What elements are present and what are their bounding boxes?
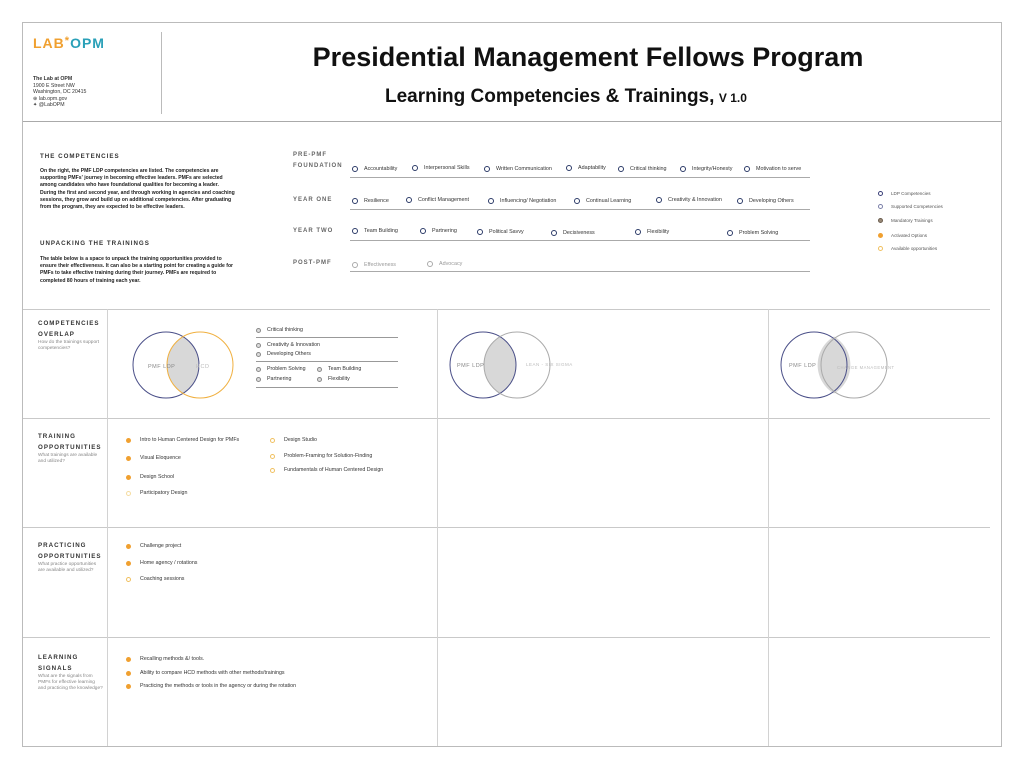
competency-conflict-management: Conflict Management: [406, 197, 469, 203]
row-rule: [350, 177, 810, 178]
venn-change: [770, 320, 920, 410]
address-block: The Lab at OPM 1900 E Street NW Washington, DC 20415 ⊕ lab.opm.gov ✦ @LabOPM: [33, 76, 87, 109]
globe-icon: ⊕: [33, 95, 39, 102]
legend-activated: Activated Options: [878, 233, 927, 238]
row-rule: [350, 240, 810, 241]
venn-lean-right-label: LEAN - SIX SIGMA: [526, 362, 573, 367]
grid-rule: [23, 637, 990, 638]
competencies-heading: THE COMPETENCIES: [40, 153, 120, 160]
website-link[interactable]: lab.opm.gov: [38, 95, 68, 102]
row-label-year-one: YEAR ONE: [293, 197, 333, 203]
header-divider: [161, 32, 162, 114]
row-label-year-two: YEAR TWO: [293, 228, 334, 234]
competency-motivation: Motivation to serve: [744, 166, 801, 172]
row-header-signals: LEARNING SIGNALS What are the signals from PMFs for effective learning and practicing the knowledge?: [38, 654, 103, 691]
competency-creativity: Creativity & Innovation: [656, 197, 722, 203]
row-header-overlap: COMPETENCIES OVERLAP How do the trainings support competencies?: [38, 320, 100, 351]
grid-rule: [23, 527, 990, 528]
overlap-partnering: Partnering: [256, 376, 291, 382]
practice-coaching: Coaching sessions: [126, 576, 184, 582]
overlap-developing-others: Developing Others: [256, 351, 311, 357]
grid-rule: [23, 418, 990, 419]
competency-integrity: Integrity/Honesty: [680, 166, 732, 172]
competency-effectiveness: Effectiveness: [352, 262, 396, 268]
competency-accountability: Accountability: [352, 166, 397, 172]
legend-available: Available opportunities: [878, 246, 937, 251]
legend-supported: Supported Competencies: [878, 204, 943, 209]
row-label-foundation: FOUNDATION: [293, 163, 343, 169]
training-visual-eloquence: Visual Eloquence: [126, 455, 181, 461]
competency-adaptability: Adaptability: [566, 165, 606, 171]
overlap-problem-solving: Problem Solving: [256, 366, 306, 372]
row-label-pre-pmf: PRE-PMF: [293, 152, 327, 158]
venn-hcd: [108, 320, 258, 410]
competency-continual-learning: Continual Learning: [574, 198, 631, 204]
training-design-studio: Design Studio: [270, 437, 317, 443]
twitter-icon: ✦: [33, 102, 39, 109]
row-header-training: TRAINING OPPORTUNITIES What trainings are available and utilized?: [38, 433, 102, 464]
lab-opm-logo: LAB*OPM: [33, 35, 105, 51]
row-header-practicing: PRACTICING OPPORTUNITIES What practice opportunities are available and utilized?: [38, 542, 102, 573]
competency-flexibility: Flexibility: [635, 229, 669, 235]
venn-hcd-left-label: PMF LDP: [148, 364, 176, 370]
competency-written-communication: Written Communication: [484, 166, 552, 172]
overlap-rule: [256, 387, 398, 388]
venn-lean-left-label: PMF LDP: [457, 363, 485, 369]
training-intro-hcd: Intro to Human Centered Design for PMFs: [126, 437, 239, 443]
legend-ldp: LDP Competencies: [878, 191, 931, 196]
version-label: V 1.0: [718, 91, 747, 105]
page-subtitle: Learning Competencies & Trainings, V 1.0: [385, 86, 747, 107]
twitter-link[interactable]: @LabOPM: [38, 102, 65, 109]
competency-resilience: Resilience: [352, 198, 389, 204]
signal-compare: Ability to compare HCD methods with other methods/trainings: [126, 670, 285, 676]
competency-advocacy: Advocacy: [427, 261, 462, 267]
venn-hcd-right-label: HCD: [196, 364, 210, 370]
overlap-rule: [256, 337, 398, 338]
overlap-flexibility: Flexibility: [317, 376, 350, 382]
trainings-text: The table below is a space to unpack the training opportunities provided to ensure their effectiveness. It can also be a starting point for creating a guide for PMFs to take effective training during their journey. PMFs are required to completed 80 hours of training each year.: [40, 256, 234, 284]
practice-challenge-project: Challenge project: [126, 543, 181, 549]
competency-developing-others: Developing Others: [737, 198, 794, 204]
grid-col-rule: [437, 309, 438, 746]
competencies-text: On the right, the PMF LDP competencies are listed. The competencies are supporting PMFs' journey in becoming effective leaders. PMFs are selected among candidates who have foundational qualities for becoming a leader. During the first and second year, and through working in agencies and coaching sessions, they grow and build up on additional competencies. After graduating from the program, they are expected to be effective leaders.: [40, 168, 235, 211]
competency-decisiveness: Decisiveness: [551, 230, 595, 236]
practice-home-agency: Home agency / rotations: [126, 560, 197, 566]
grid-col-rule: [768, 309, 769, 746]
row-rule: [350, 271, 810, 272]
overlap-rule: [256, 361, 398, 362]
signal-practicing: Practicing the methods or tools in the agency or during the rotation: [126, 683, 296, 689]
training-problem-framing: Problem-Framing for Solution-Finding: [270, 453, 372, 459]
training-fundamentals-hcd: Fundamentals of Human Centered Design: [270, 467, 383, 473]
signal-recalling: Recalling methods &/ tools.: [126, 656, 204, 662]
competency-interpersonal-skills: Interpersonal Skills: [412, 165, 470, 171]
page-title: Presidential Management Fellows Program: [312, 42, 864, 72]
competency-influencing: Influencing/ Negotiation: [488, 198, 556, 204]
competency-partnering: Partnering: [420, 228, 457, 234]
trainings-heading: UNPACKING THE TRAININGS: [40, 240, 150, 247]
competency-critical-thinking: Critical thinking: [618, 166, 667, 172]
competency-political-savvy: Political Savvy: [477, 229, 524, 235]
venn-change-left-label: PMF LDP: [789, 363, 817, 369]
grid-rule: [23, 309, 990, 310]
header-bottom-rule: [23, 121, 1001, 122]
overlap-creativity: Creativity & Innovation: [256, 342, 320, 348]
venn-lean-overlap: [484, 337, 517, 394]
legend-mandatory: Mandatory Trainings: [878, 218, 933, 223]
venn-change-right-label: CHANGE MANAGEMENT: [837, 365, 895, 370]
row-label-post-pmf: POST-PMF: [293, 260, 332, 266]
row-rule: [350, 209, 810, 210]
venn-lean: [440, 320, 590, 410]
competency-team-building: Team Building: [352, 228, 398, 234]
overlap-critical-thinking: Critical thinking: [256, 327, 303, 333]
training-design-school: Design School: [126, 474, 174, 480]
overlap-team-building: Team Building: [317, 366, 361, 372]
competency-problem-solving: Problem Solving: [727, 230, 778, 236]
training-participatory-design: Participatory Design: [126, 490, 187, 496]
